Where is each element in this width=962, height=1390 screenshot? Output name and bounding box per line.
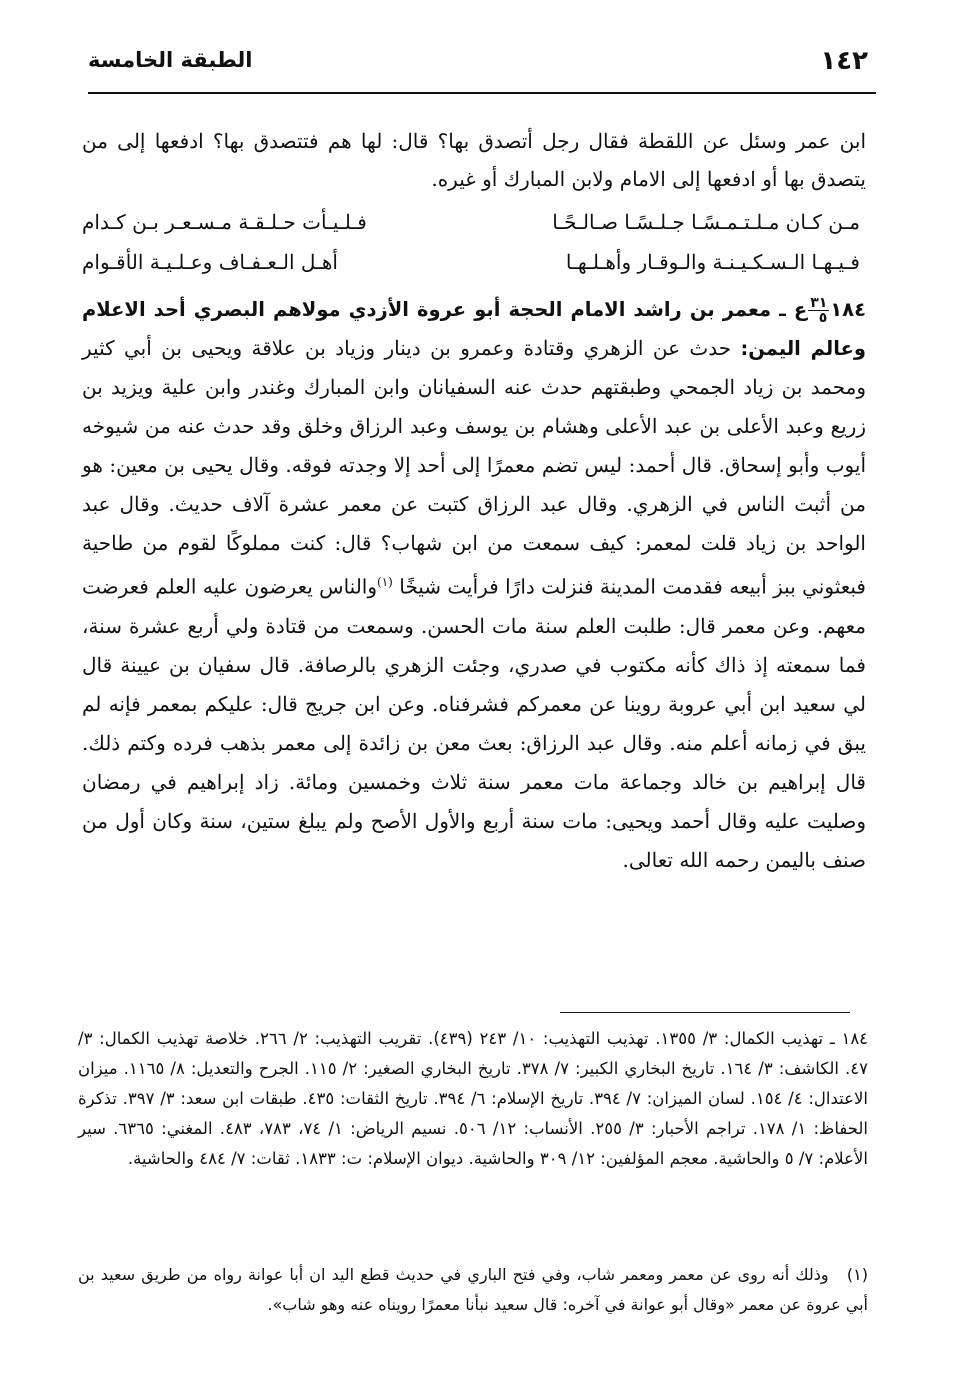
running-title: الطبقة الخامسة: [88, 48, 253, 72]
fraction-denominator: ٥: [818, 310, 828, 326]
footnote-text: وذلك أنه روى عن معمر ومعمر شاب، وفي فتح الباري في حديث قطع اليد ان أبا عوانة رواه من طريق سعيد بن أبي عروة عن معمر «وقال أبو عوانة في آخره: قال سعيد نبأنا معمرًا رويناه عنه وهو شاب».: [78, 1265, 868, 1314]
poem-hemistich-first: فـيـهـا الـسـكـيـنـة والـوقـار وأهـلـهـا: [565, 250, 860, 274]
footnote-label: (١): [846, 1265, 868, 1284]
references-text: ـ تهذيب الكمال: ٣/ ١٣٥٥. تهذيب التهذيب: ١٠/ ٢٤٣ (٤٣٩). تقريب التهذيب: ٢/ ٢٦٦. خلاصة تهذيب الكمال: ٣/ ٤٧. الكاشف: ٣/ ١٦٤. تاريخ البخاري الكبير: ٧/ ٣٧٨. تاريخ البخاري الصغير: ٢/ ١١٥. الجرح والتعديل: ٨/ ١١٦٥. ميزان الاعتدال: ٤/ ١٥٤. لسان الميزان: ٧/ ٣٩٤. تاريخ الإسلام: ٦/ ٣٩٤. تاريخ الثقات: ٤٣٥. طبقات ابن سعد: ٣/ ٣٩٧. تذكرة الحفاظ: ١/ ١٧٨. تراجم الأحبار: ٣/ ٢٥٥. الأنساب: ١٢/ ٥٠٦. نسيم الرياض: ١/ ٧٤، ٧٨٣، ٤٨٣. المغني: ٦٣٦٥. سير الأعلام: ٧/ ٥ والحاشية. معجم المؤلفين: ١٢/ ٣٠٩ والحاشية. ديوان الإسلام: ت: ١٨٣٣. ثقات: ٧/ ٤٨٤ والحاشية.: [78, 1029, 868, 1168]
footnote: [78, 1260, 868, 1320]
entry-title: ـ معمر بن راشد الامام الحجة أبو عروة الأزدي مولاهم البصري أحد الاعلام وعالم اليمن:: [82, 298, 866, 360]
intro-paragraph: ابن عمر وسئل عن اللقطة فقال رجل أتصدق بها؟ قال: لها هم فتتصدق بها؟ ادفعها إلى من يتصدق بها أو ادفعها إلى الامام ولابن المبارك أو غيره.: [82, 129, 866, 191]
footnote-rule: [560, 1012, 850, 1013]
fraction-numerator: ٣١: [810, 295, 828, 311]
header-rule: [88, 92, 876, 94]
biography-entry: [82, 290, 866, 880]
entry-body-part-1: حدث عن الزهري وقتادة وعمرو بن دينار وزياد بن علاقة ويحيى بن أبي كثير ومحمد بن زياد الجمحي وطبقتهم حدث عنه السفيانان وابن المبارك وغندر وابن علية ويزيد بن زريع وعبد الأعلى بن عبد الأعلى وهشام بن يوسف وعبد الرزاق وخلق وقد حدث عنه من شيوخه أيوب وأبو إسحاق. قال أحمد: ليس تضم معمرًا إلى أحد إلا وجدته فوقه. وقال يحيى بن معين: هو من أثبت الناس في الزهري. وقال عبد الرزاق كتبت عن معمر عشرة آلاف حديث. وقال عبد الواحد بن زياد قلت لمعمر: كيف سمعت من ابن شهاب؟ قال: كنت مملوكًا لقوم من طاحية فبعثوني ببز أبيعه فقدمت المدينة فنزلت دارًا فرأيت شيخًا: [82, 336, 866, 599]
poem: [82, 210, 866, 290]
poem-hemistich-first: مـن كـان مـلـتـمـسًـا جـلـسًـا صـالـحًـا: [552, 210, 860, 234]
entry-fraction: [808, 296, 829, 325]
entry-number: ١٨٤: [830, 298, 866, 321]
poem-line: [82, 250, 866, 290]
page-number: ١٤٢: [820, 46, 868, 76]
poem-line: [82, 210, 866, 250]
references-block: [78, 1024, 868, 1174]
footnote-reference: (١): [377, 575, 393, 589]
poem-hemistich-second: فـلـيـأت حـلـقـة مـسـعـر بـن كـدام: [82, 210, 367, 234]
page-header: [88, 44, 876, 88]
references-label: ١٨٤: [841, 1029, 869, 1048]
entry-body-part-2: والناس يعرضون عليه العلم فعرضت معهم. وعن معمر قال: طلبت العلم سنة مات الحسن. وسمعت من قتادة ولي أربع عشرة سنة، فما سمعته إذ ذاك كأنه مكتوب في صدري، وجئت الزهري بالرصافة. قال سفيان بن عيينة قال لي سعيد ابن أبي عروبة روينا عن معمركم فشرفناه. وعن ابن جريج قال: عليكم بمعمر فإنه لم يبق في زمانه أعلم منه. وقال عبد الرزاق: بعث معن بن زائدة إلى معمر بذهب فرده وكتم ذلك. قال إبراهيم بن خالد وجماعة مات معمر سنة ثلاث وخمسين ومائة. زاد إبراهيم في رمضان وصليت عليه وقال أحمد ويحيى: مات سنة أربع والأول الأصح ولم يبلغ ستين، سنة وكان أول من صنف باليمن رحمه الله تعالى.: [82, 574, 866, 872]
poem-hemistich-second: أهـل الـعـفـاف وعـلـيـة الأقـوام: [82, 250, 338, 274]
entry-code: ع: [793, 298, 808, 321]
